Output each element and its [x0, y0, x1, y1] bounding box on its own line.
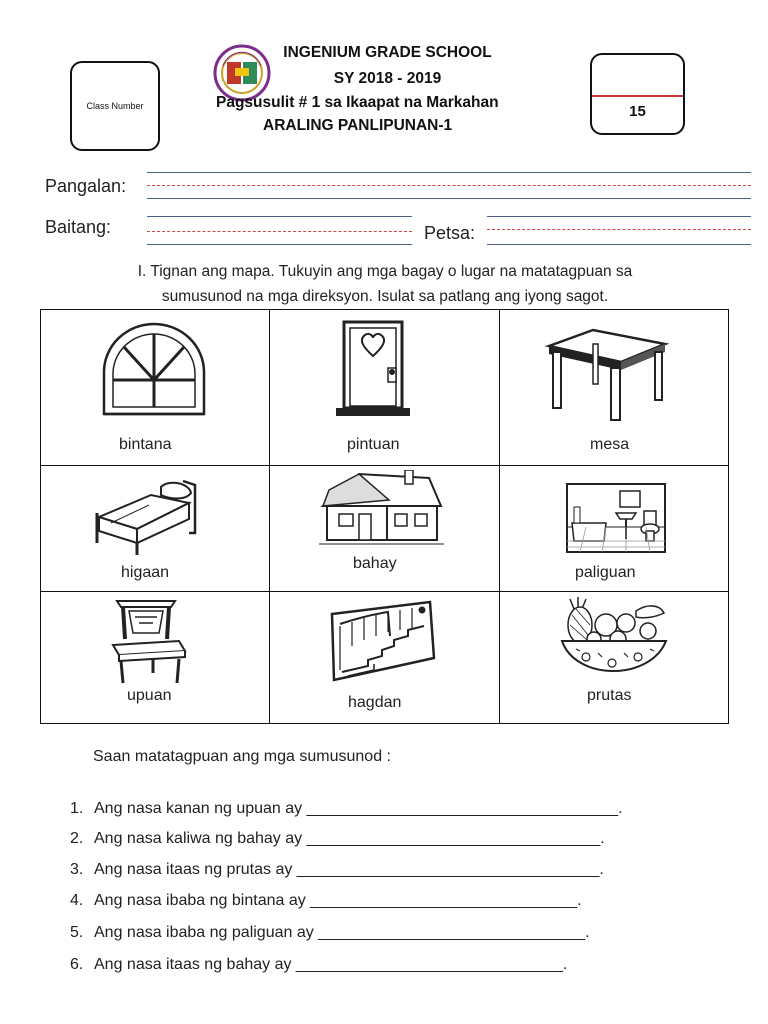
score-box — [590, 53, 685, 135]
question-item[interactable] — [70, 956, 567, 974]
question-number: 6. — [70, 956, 84, 973]
cell-label-fruits: prutas — [587, 687, 632, 704]
question-text: Ang nasa kanan ng upuan ay ___________________________________. — [94, 800, 623, 817]
instruction-line-2: sumusunod na mga direksyon. Isulat sa patlang ang iyong sagot. — [161, 288, 609, 305]
questions-intro: Saan matatagpuan ang mga sumusunod : — [93, 748, 391, 765]
exam-title: Pagsusulit # 1 sa Ikaapat na Markahan — [216, 94, 499, 111]
cell-label-chair: upuan — [127, 687, 172, 704]
cell-label-house: bahay — [353, 555, 397, 572]
chair-icon — [109, 597, 189, 692]
window-icon — [99, 322, 209, 422]
door-icon — [334, 320, 424, 425]
table-icon — [541, 322, 671, 427]
bathroom-icon — [566, 483, 666, 558]
score-divider — [592, 95, 683, 97]
question-item[interactable] — [70, 800, 623, 818]
fruit-basket-icon — [556, 595, 671, 690]
instruction-line-1: I. Tignan ang mapa. Tukuyin ang mga bagay o lugar na matatagpuan sa — [137, 263, 633, 280]
question-item[interactable] — [70, 861, 604, 879]
class-number-box — [70, 61, 160, 151]
cell-label-table: mesa — [590, 436, 630, 453]
question-item[interactable] — [70, 924, 590, 942]
bed-icon — [91, 473, 201, 563]
cell-label-window: bintana — [119, 436, 172, 453]
cell-label-stairs: hagdan — [348, 694, 402, 711]
name-line[interactable] — [147, 170, 751, 210]
question-text: Ang nasa kaliwa ng bahay ay _________________________________. — [94, 830, 605, 847]
name-label: Pangalan: — [45, 176, 127, 196]
question-text: Ang nasa ibaba ng bintana ay ______________________________. — [94, 892, 582, 909]
cell-label-bed: higaan — [121, 564, 170, 581]
question-number: 1. — [70, 800, 84, 817]
grade-label: Baitang: — [45, 217, 112, 237]
question-number: 3. — [70, 861, 84, 878]
question-text: Ang nasa itaas ng prutas ay __________________________________. — [94, 861, 604, 878]
date-label: Petsa: — [424, 223, 476, 243]
school-name: INGENIUM GRADE SCHOOL — [283, 44, 492, 61]
question-number: 5. — [70, 924, 84, 941]
question-number: 4. — [70, 892, 84, 909]
subject-title: ARALING PANLIPUNAN-1 — [263, 117, 453, 134]
picture-grid — [40, 309, 729, 724]
question-text: Ang nasa ibaba ng paliguan ay ______________________________. — [94, 924, 590, 941]
cell-label-bathroom: paliguan — [575, 564, 636, 581]
total-score: 15 — [629, 103, 646, 120]
question-text: Ang nasa itaas ng bahay ay ______________________________. — [94, 956, 568, 973]
house-icon — [319, 470, 444, 555]
question-number: 2. — [70, 830, 84, 847]
stairs-icon — [328, 600, 438, 690]
cell-label-door: pintuan — [347, 436, 400, 453]
question-item[interactable] — [70, 830, 605, 848]
school-year: SY 2018 - 2019 — [333, 70, 442, 87]
question-item[interactable] — [70, 892, 582, 910]
date-line[interactable] — [487, 214, 751, 248]
grade-line[interactable] — [147, 214, 412, 248]
class-number-label: Class Number — [86, 101, 144, 111]
